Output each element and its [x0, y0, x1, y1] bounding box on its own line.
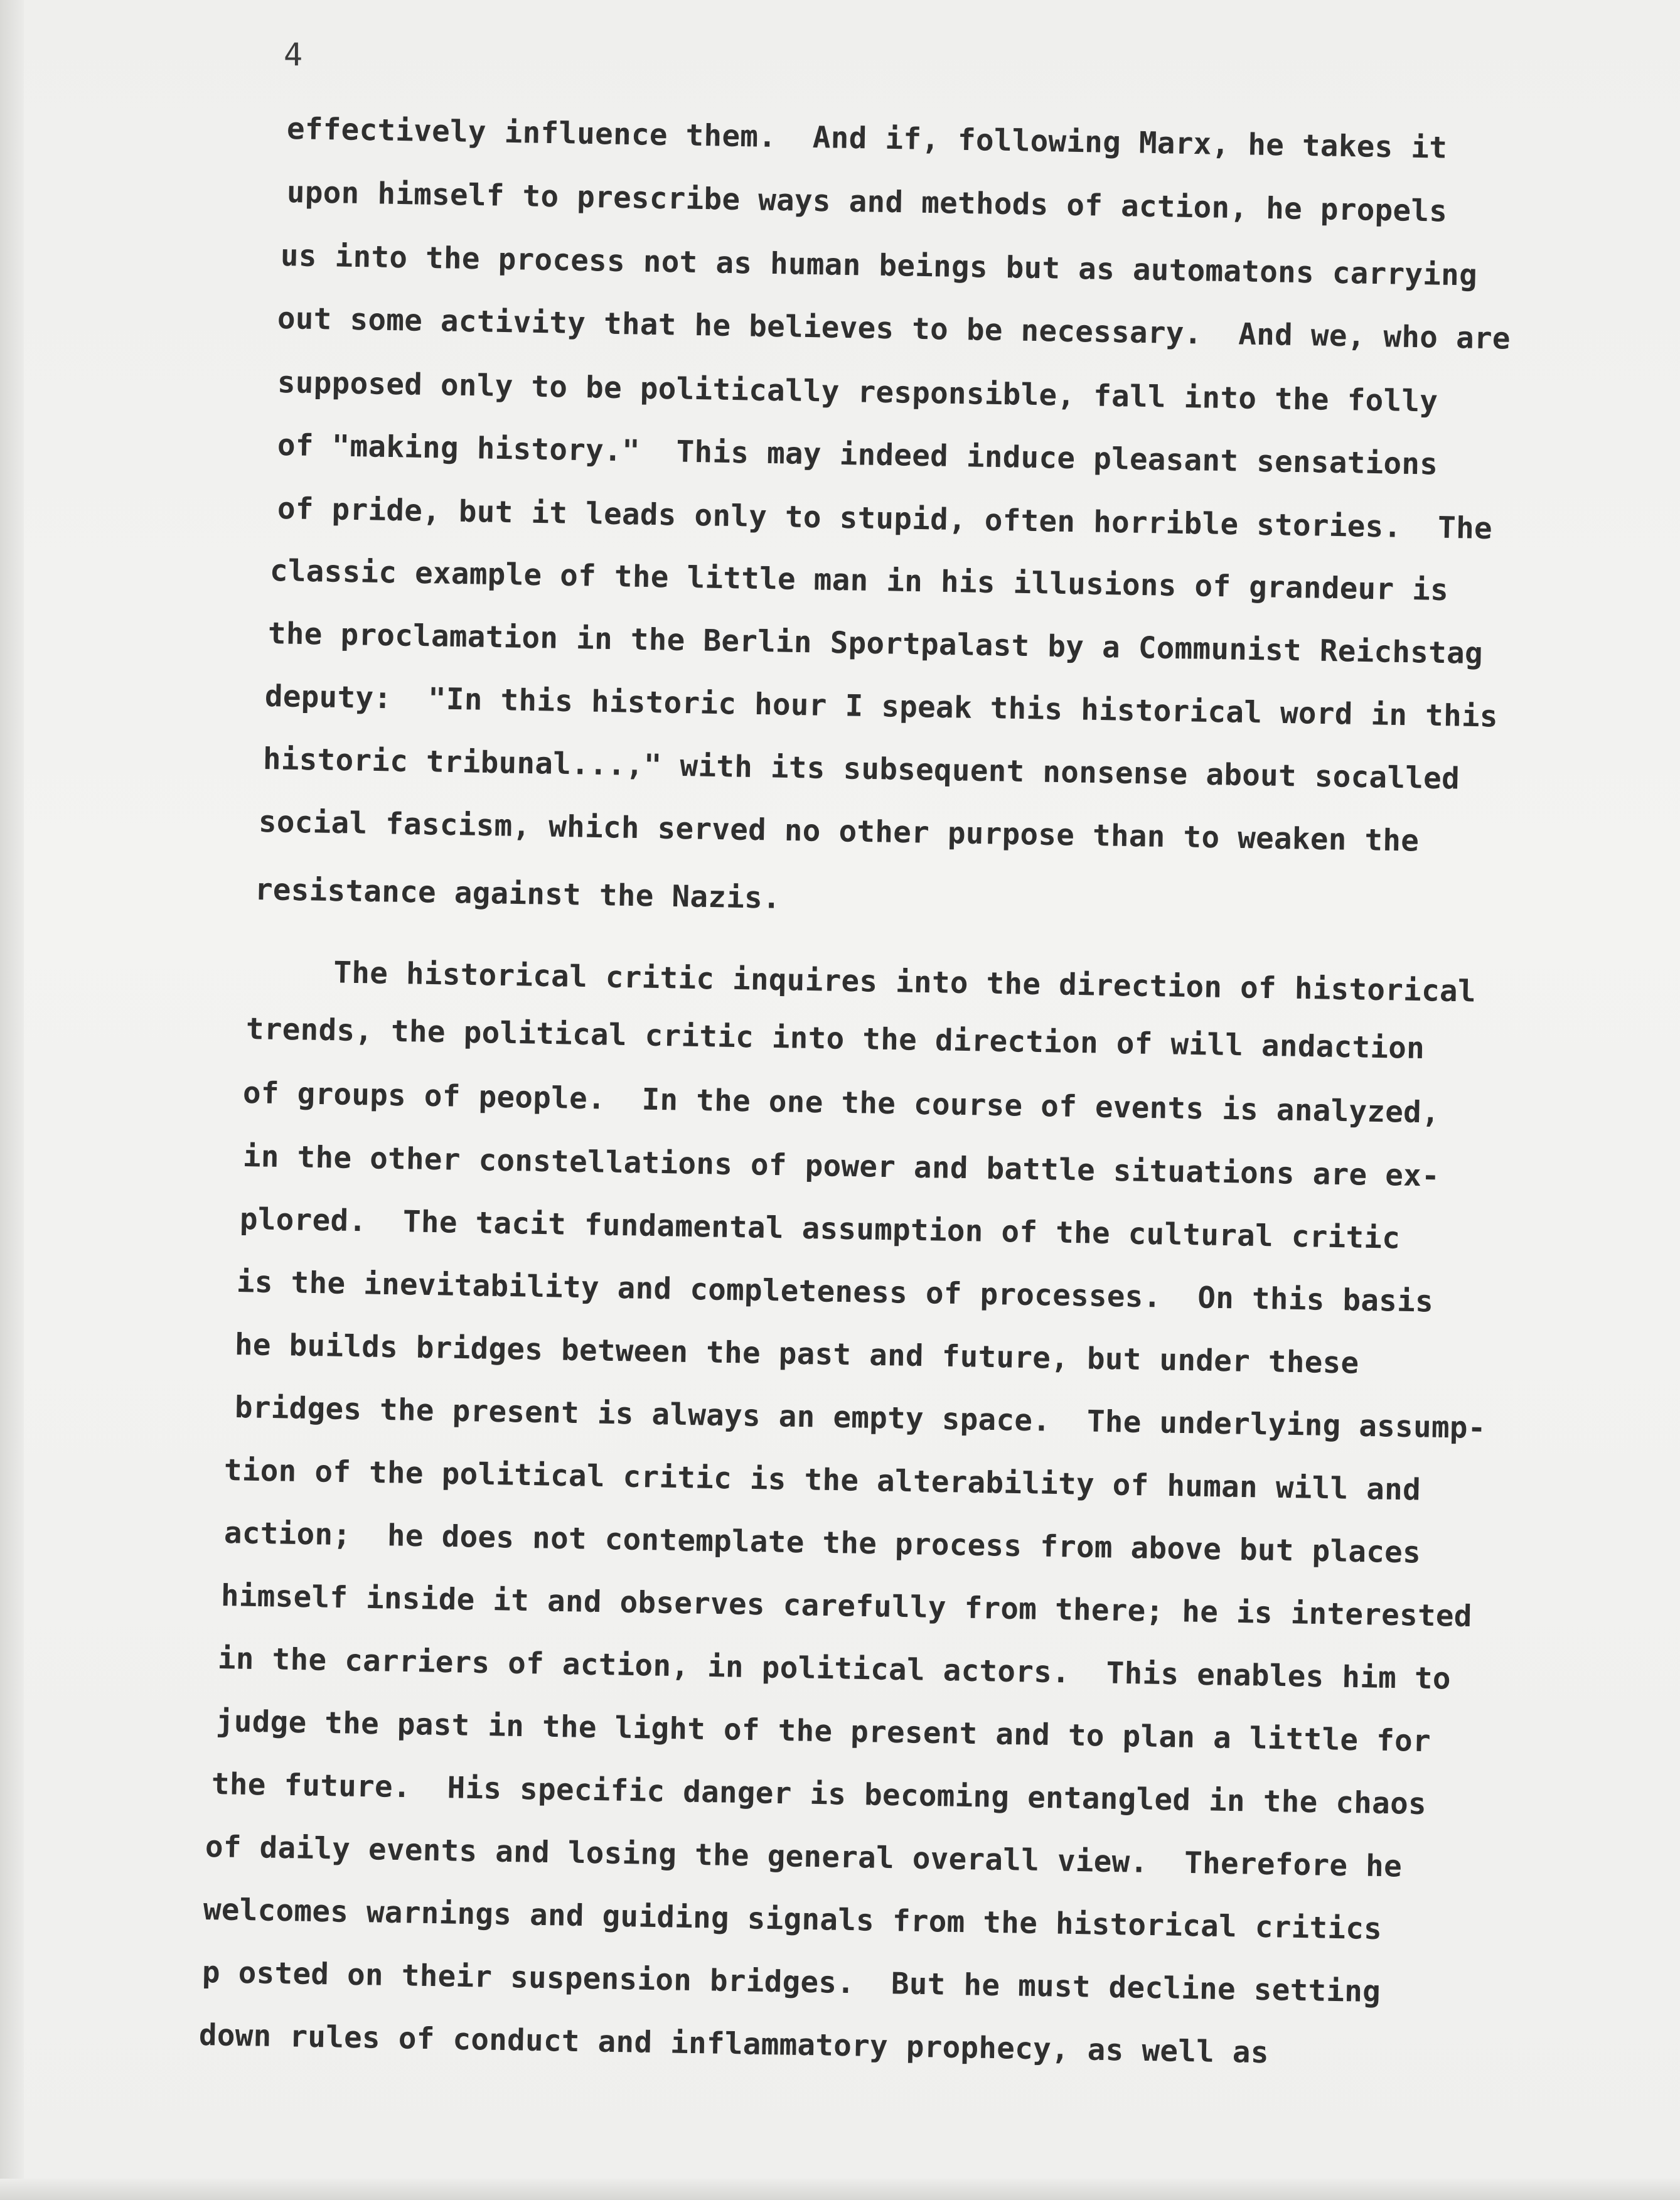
text-line: out some activity that he believes to be necessary. And we, who are: [277, 301, 1511, 357]
text-line: bridges the present is always an empty space. The underlying assump-: [234, 1390, 1487, 1446]
text-line: is the inevitability and completeness of processes. On this basis: [236, 1265, 1434, 1319]
text-line: effectively influence them. And if, following Marx, he takes it: [286, 112, 1448, 166]
text-line: social fascism, which served no other purpose than to weaken the: [258, 805, 1420, 859]
text-line: in the other constellations of power and battle situations are ex-: [242, 1139, 1440, 1194]
text-line: welcomes warnings and guiding signals from the historical critics: [203, 1892, 1383, 1947]
text-line: plored. The tacit fundamental assumption of the cultural critic: [239, 1202, 1401, 1256]
text-line: us into the process not as human beings but as automatons carrying: [280, 239, 1478, 293]
text-line: deputy: "In this historic hour I speak this historical word in this: [264, 679, 1499, 734]
text-line: action; he does not contemplate the process from above but places: [223, 1516, 1421, 1570]
text-line: historic tribunal...," with its subsequent nonsense about socalled: [262, 742, 1460, 797]
text-line: of groups of people. In the one the course of events is analyzed,: [242, 1076, 1440, 1130]
text-line: of "making history." This may indeed induce pleasant sensations: [277, 428, 1438, 482]
text-line: himself inside it and observes carefully from there; he is interested: [220, 1579, 1473, 1634]
text-line: of daily events and losing the general overall view. Therefore he: [205, 1830, 1403, 1884]
text-line: the proclamation in the Berlin Sportpalast by a Communist Reichstag: [267, 616, 1484, 672]
text-line: upon himself to prescribe ways and methods of action, he propels: [286, 175, 1448, 229]
text-line: the future. His specific danger is becoming entangled in the chaos: [211, 1767, 1427, 1822]
text-line: down rules of conduct and inflammatory prophecy, as well as: [198, 2018, 1270, 2071]
page-number: 4: [284, 36, 303, 73]
text-line: classic example of the little man in his illusions of grandeur is: [269, 554, 1449, 608]
text-line: supposed only to be politically responsible, fall into the folly: [277, 365, 1438, 419]
text-line: tion of the political critic is the alterability of human will and: [223, 1453, 1421, 1508]
text-line: resistance against the Nazis.: [254, 872, 781, 916]
text-line: of pride, but it leads only to stupid, often horrible stories. The: [277, 491, 1493, 547]
text-line: The historical critic inquires into the direction of historical: [242, 954, 1477, 1009]
text-line: p osted on their suspension bridges. But he must decline setting: [201, 1955, 1381, 2010]
text-line: in the carriers of action, in political actors. This enables him to: [217, 1641, 1452, 1697]
text-line: trends, the political critic into the direction of will andaction: [245, 1012, 1425, 1066]
text-line: he builds bridges between the past and future, but under these: [234, 1328, 1359, 1381]
text-line: judge the past in the light of the present and to plan a little for: [215, 1704, 1431, 1759]
